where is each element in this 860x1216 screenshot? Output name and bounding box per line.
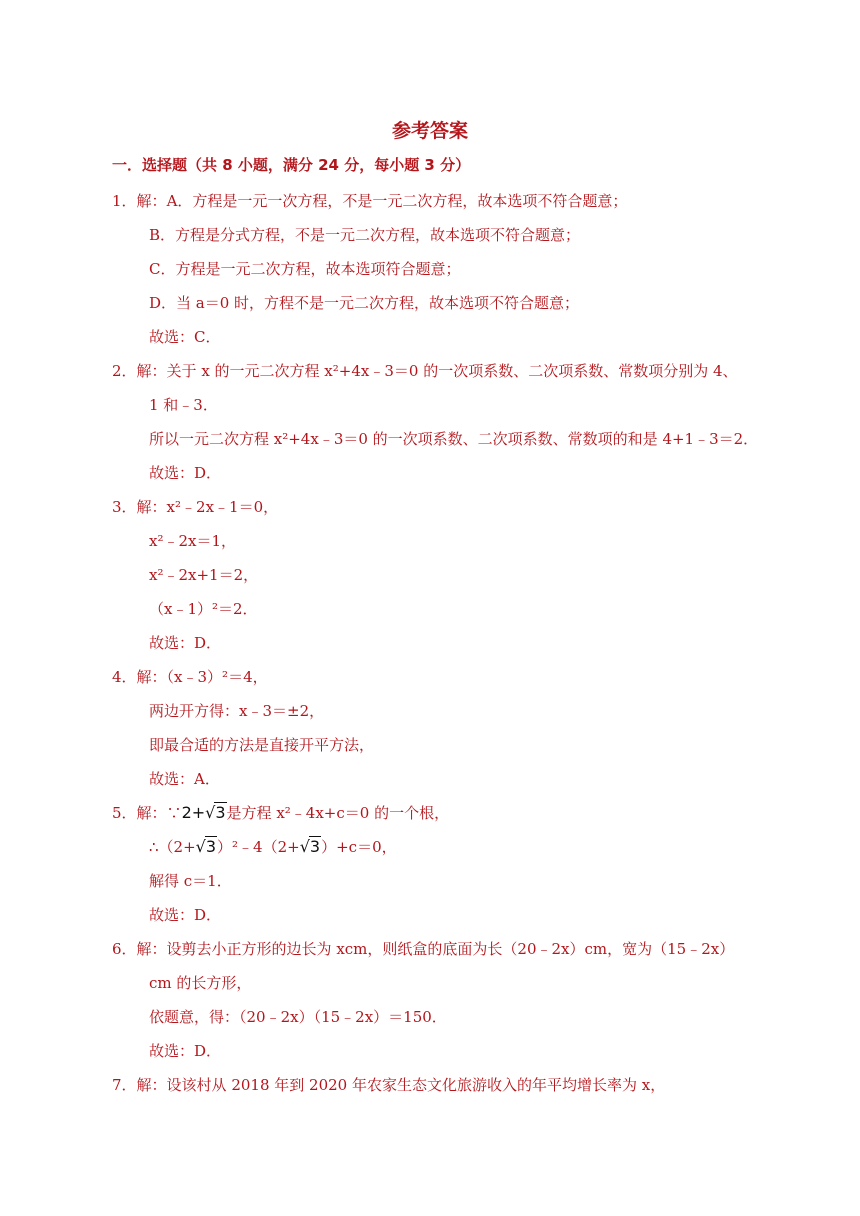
q6-text-2: cm 的长方形， <box>149 974 252 992</box>
q5-line-1 <box>112 803 449 823</box>
section-heading: 一．选择题（共 8 小题，满分 24 分，每小题 3 分） <box>112 156 471 174</box>
q2-line-1 <box>112 361 738 381</box>
q3-text-3: x²﹣2x+1＝2， <box>149 566 259 584</box>
q7-number: 7． <box>112 1076 137 1094</box>
q5-text-2a: ∴（2+ <box>149 838 196 856</box>
q6-number: 6． <box>112 940 137 958</box>
q5-lead: 解：∵ <box>136 804 182 822</box>
q6-text-3: 依题意，得：（20﹣2x）（15﹣2x）＝150． <box>149 1008 447 1026</box>
q4-text-1: 解：（x﹣3）²＝4， <box>136 668 268 686</box>
q4-text-3: 即最合适的方法是直接开平方法， <box>149 736 375 754</box>
q5-choice: 故选：D． <box>149 906 222 924</box>
q6-choice: 故选：D． <box>149 1042 222 1060</box>
q2-text-1: 解：关于 x 的一元二次方程 x²+4x﹣3＝0 的一次项系数、二次项系数、常数项分别为 4、 <box>136 362 738 380</box>
q3-text-1: 解：x²﹣2x﹣1＝0， <box>136 498 279 516</box>
q6-text-1: 解：设剪去小正方形的边长为 xcm，则纸盒的底面为长（20﹣2x）cm，宽为（15﹣2x） <box>136 940 735 958</box>
q5-number: 5． <box>112 804 137 822</box>
q3-text-2: x²﹣2x＝1， <box>149 532 237 550</box>
q5-text-2c: ）+c＝0， <box>321 838 397 856</box>
q5-root-int: 2+ <box>181 803 206 822</box>
q4-number: 4． <box>112 668 137 686</box>
q5-root-expression: 2+√3 <box>181 803 226 822</box>
q3-choice: 故选：D． <box>149 634 222 652</box>
q4-line-1 <box>112 667 268 687</box>
q3-text-4: （x﹣1）²＝2． <box>149 600 258 618</box>
q1-number: 1． <box>112 192 137 210</box>
q5-radical-2: √3 <box>299 837 321 856</box>
q1-choice: 故选：C． <box>149 328 221 346</box>
q5-radical-1: √3 <box>195 837 217 856</box>
q2-text-2: 1 和﹣3． <box>149 396 218 414</box>
q5-root-radicand: 3 <box>215 803 226 822</box>
q2-text-3: 所以一元二次方程 x²+4x﹣3＝0 的一次项系数、二次项系数、常数项的和是 4+1﹣3＝2． <box>149 430 759 448</box>
q1-option-d: D．当 a＝0 时，方程不是一元二次方程，故本选项不符合题意； <box>149 294 580 312</box>
q1-option-b: B．方程是分式方程，不是一元二次方程，故本选项不符合题意； <box>149 226 581 244</box>
page-title: 参考答案 <box>391 120 468 142</box>
q5-line-2 <box>149 837 397 857</box>
q5-text-3: 解得 c＝1． <box>149 872 232 890</box>
q5-radicand-2: 3 <box>309 837 321 856</box>
q3-number: 3． <box>112 498 137 516</box>
q2-choice: 故选：D． <box>149 464 222 482</box>
q5-text-1-tail: 是方程 x²﹣4x+c＝0 的一个根， <box>226 804 450 822</box>
q3-line-1 <box>112 497 278 517</box>
q7-line-1 <box>112 1075 665 1095</box>
q1-line-a <box>112 191 627 211</box>
q4-choice: 故选：A． <box>149 770 220 788</box>
q1-lead: 解： <box>136 192 167 210</box>
q4-text-2: 两边开方得：x﹣3＝±2， <box>149 702 325 720</box>
q5-text-2b: ）²﹣4（2+ <box>217 838 300 856</box>
q5-radicand-1: 3 <box>205 837 217 856</box>
q6-line-1 <box>112 939 734 959</box>
q1-option-a: A．方程是一元一次方程，不是一元二次方程，故本选项不符合题意； <box>166 192 628 210</box>
q7-text-1: 解：设该村从 2018 年到 2020 年农家生态文化旅游收入的年平均增长率为 x， <box>136 1076 666 1094</box>
q2-number: 2． <box>112 362 137 380</box>
q1-option-c: C．方程是一元二次方程，故本选项符合题意； <box>149 260 461 278</box>
